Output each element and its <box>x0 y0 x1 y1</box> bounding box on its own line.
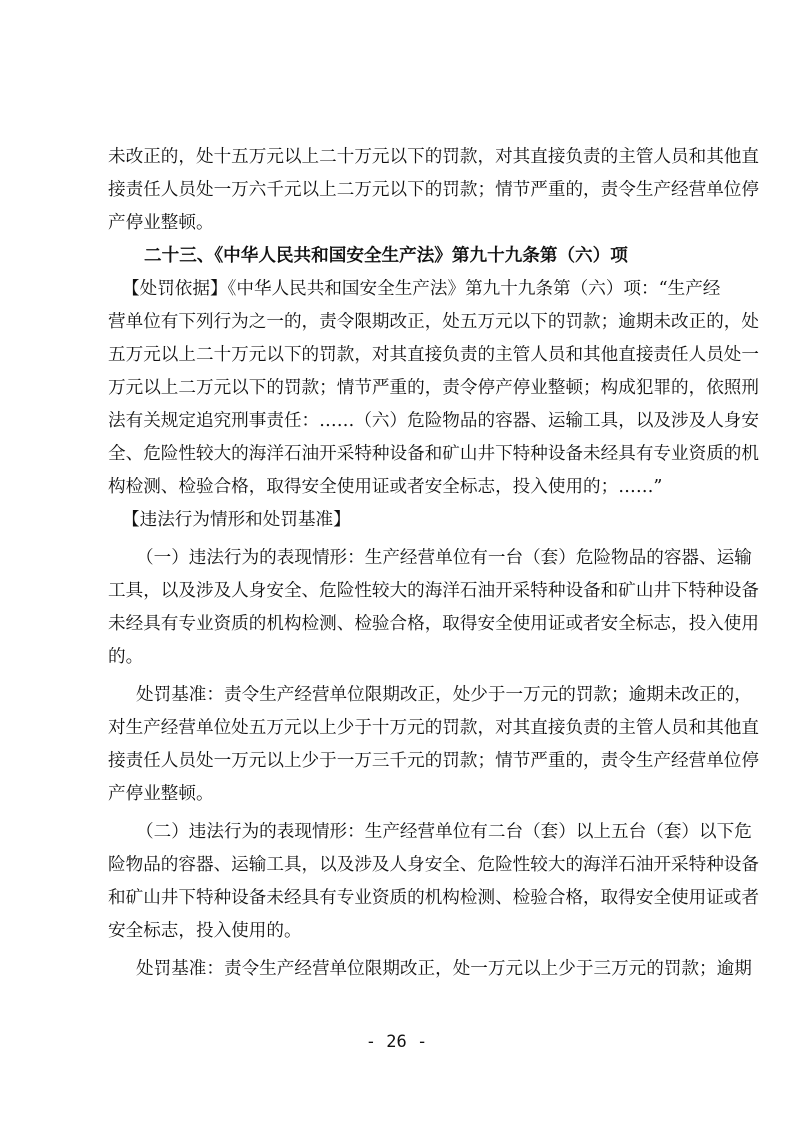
paragraph-line: 工具，以及涉及人身安全、危险性较大的海洋石油开采特种设备和矿山井下特种设备 <box>108 581 759 601</box>
paragraph-line: 处罚基准：责令生产经营单位限期改正，处少于一万元的罚款；逾期未改正的， <box>136 685 752 705</box>
paragraph-line: 的。 <box>108 647 144 667</box>
paragraph-line: 接责任人员处一万元以上少于一万三千元的罚款；情节严重的，责令生产经营单位停 <box>108 751 759 771</box>
paragraph-line: 和矿山井下特种设备未经具有专业资质的机构检测、检验合格，取得安全使用证或者 <box>108 888 759 908</box>
paragraph-line: 构检测、检验合格，取得安全使用证或者安全标志，投入使用的；……” <box>108 477 663 497</box>
paragraph-line: 【处罚依据】《中华人民共和国安全生产法》第九十九条第（六）项：“生产经 <box>122 279 721 299</box>
document-body <box>108 141 759 986</box>
paragraph-line: 未改正的，处十五万元以上二十万元以下的罚款，对其直接负责的主管人员和其他直 <box>108 147 759 167</box>
paragraph-line: 产停业整顿。 <box>108 784 214 804</box>
paragraph-line: 五万元以上二十万元以下的罚款，对其直接负责的主管人员和其他直接责任人员处一 <box>108 345 759 365</box>
paragraph-line: （二）违法行为的表现情形：生产经营单位有二台（套）以上五台（套）以下危 <box>136 822 752 842</box>
paragraph-line: 险物品的容器、运输工具，以及涉及人身安全、危险性较大的海洋石油开采特种设备 <box>108 855 759 875</box>
page-number: - 26 - <box>365 1032 428 1052</box>
section-heading: 二十三、《中华人民共和国安全生产法》第九十九条第（六）项 <box>144 246 628 266</box>
paragraph-line: 接责任人员处一万六千元以上二万元以下的罚款；情节严重的，责令生产经营单位停 <box>108 180 759 200</box>
paragraph-line: 未经具有专业资质的机构检测、检验合格，取得安全使用证或者安全标志，投入使用 <box>108 614 759 634</box>
paragraph-line: 营单位有下列行为之一的，责令限期改正，处五万元以下的罚款；逾期未改正的，处 <box>108 312 759 332</box>
paragraph-line: 对生产经营单位处五万元以上少于十万元的罚款，对其直接负责的主管人员和其他直 <box>108 718 759 738</box>
paragraph-line: （一）违法行为的表现情形：生产经营单位有一台（套）危险物品的容器、运输 <box>136 548 752 568</box>
paragraph-line: 安全标志，投入使用的。 <box>108 921 302 941</box>
paragraph-line: 产停业整顿。 <box>108 213 214 233</box>
paragraph-line: 处罚基准：责令生产经营单位限期改正，处一万元以上少于三万元的罚款；逾期 <box>136 959 752 979</box>
subheading: 【违法行为情形和处罚基准】 <box>122 510 351 530</box>
paragraph-line: 万元以上二万元以下的罚款；情节严重的，责令停产停业整顿；构成犯罪的，依照刑 <box>108 378 759 398</box>
paragraph-line: 全、危险性较大的海洋石油开采特种设备和矿山井下特种设备未经具有专业资质的机 <box>108 444 759 464</box>
paragraph-line: 法有关规定追究刑事责任：……（六）危险物品的容器、运输工具，以及涉及人身安 <box>108 411 759 431</box>
